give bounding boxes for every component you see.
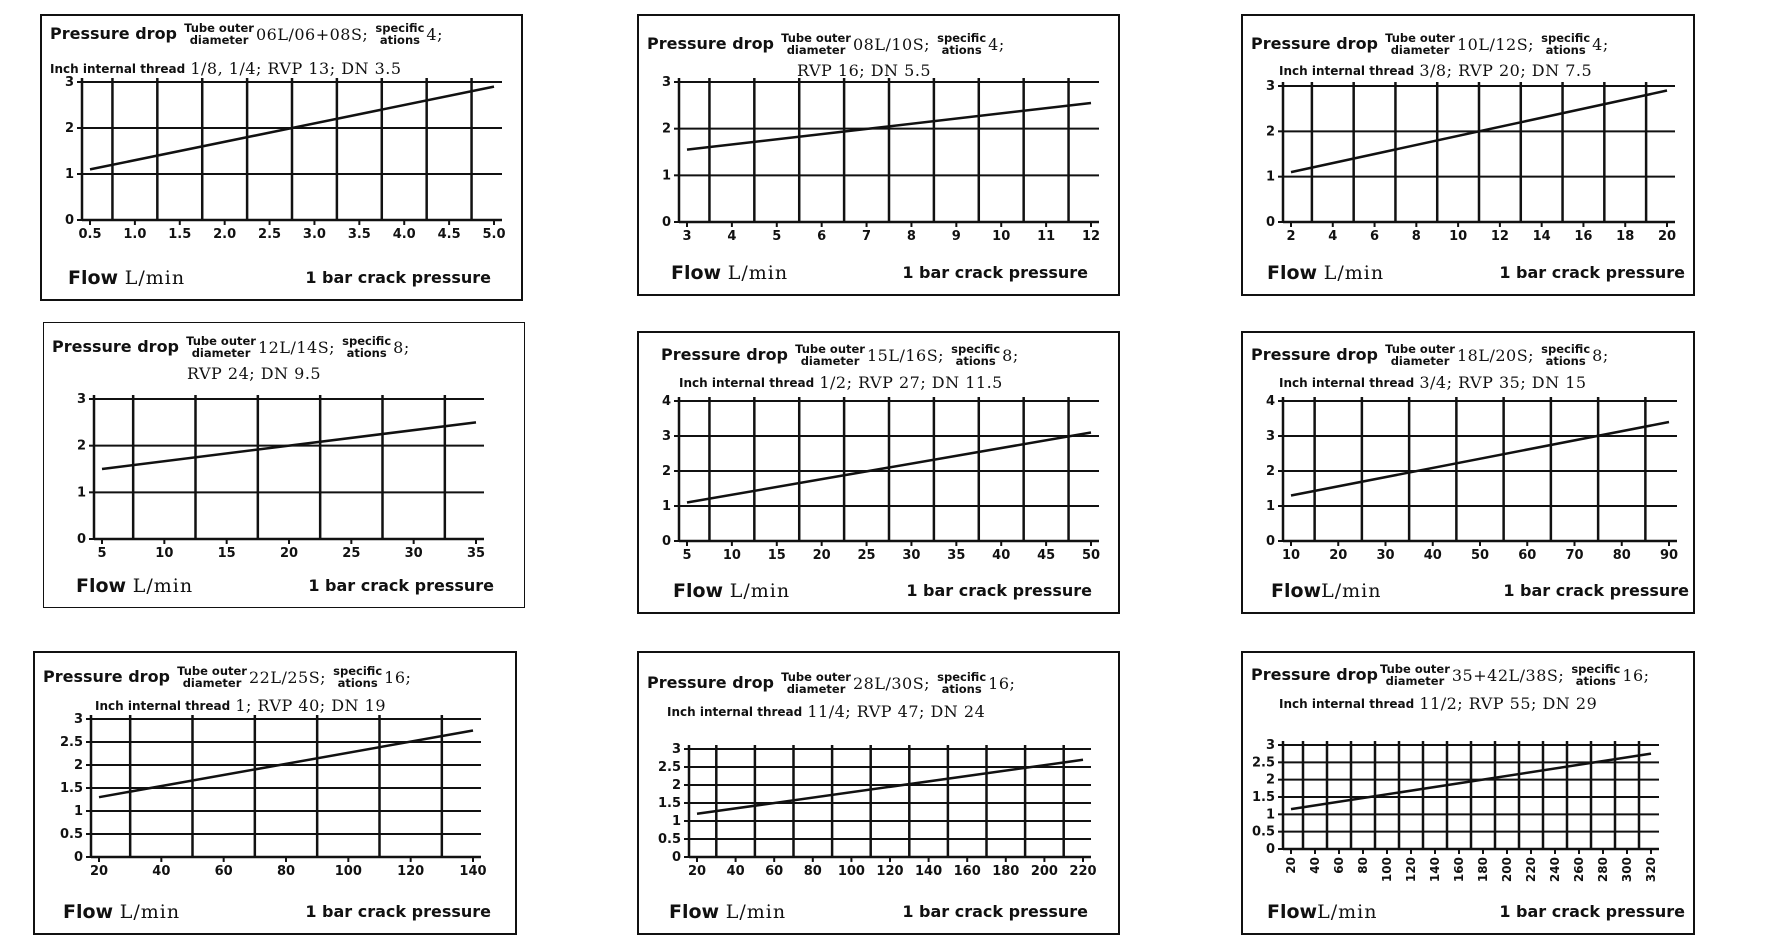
x-tick-label: 220 xyxy=(1069,864,1097,879)
x-tick-label: 30 xyxy=(1376,548,1395,563)
flow-axis-label: Flow L/min xyxy=(669,901,787,923)
x-tick-label: 14 xyxy=(1532,229,1551,244)
x-tick-label: 9 xyxy=(951,229,961,244)
flow-axis-label: Flow L/min xyxy=(673,580,791,602)
thread-rvp-dn-value: 11/4; RVP 47; DN 24 xyxy=(807,702,986,721)
x-tick-label: 3.0 xyxy=(302,227,326,242)
pressure-drop-label: Pressure drop xyxy=(1251,665,1379,684)
inch-thread-label: Inch internal thread xyxy=(1279,697,1415,711)
x-tick-label: 40 xyxy=(992,548,1011,563)
y-tick-label: 1.5 xyxy=(1251,790,1275,805)
x-tick-label: 200 xyxy=(1030,864,1058,879)
x-tick-label: 180 xyxy=(992,864,1020,879)
specifications-label: specific ations xyxy=(342,334,392,360)
x-tick-label: 30 xyxy=(902,548,921,563)
inch-thread-label: Inch internal thread xyxy=(95,699,231,713)
tube-outer-diameter-label: Tube outer diameter xyxy=(1385,342,1455,368)
y-tick-label: 1 xyxy=(1265,499,1275,514)
tube-size-value: 28L/30S; xyxy=(852,674,931,693)
crack-pressure-label: 1 bar crack pressure xyxy=(902,263,1088,282)
flow-axis-label: Flow L/min xyxy=(671,262,789,284)
specifications-value: 8; xyxy=(1002,346,1019,365)
x-tick-label: 40 xyxy=(152,864,171,879)
tube-outer-diameter-label: Tube outer diameter xyxy=(177,664,247,690)
inch-thread-label: Inch internal thread xyxy=(50,62,186,76)
x-tick-label: 40 xyxy=(1308,857,1322,874)
y-tick-label: 1 xyxy=(661,499,671,514)
inch-thread-label: Inch internal thread xyxy=(1279,376,1415,390)
tube-outer-diameter-label: Tube outer diameter xyxy=(781,670,851,696)
x-tick-label: 50 xyxy=(1081,548,1101,563)
specifications-label: specific ations xyxy=(937,31,987,57)
x-tick-label: 80 xyxy=(1612,548,1631,563)
x-tick-label: 2.5 xyxy=(258,227,282,242)
x-tick-label: 100 xyxy=(334,864,362,879)
x-tick-label: 35 xyxy=(466,546,486,561)
x-tick-label: 120 xyxy=(397,864,425,879)
y-tick-label: 2 xyxy=(76,438,86,454)
y-tick-label: 4 xyxy=(661,394,671,409)
chart-panel xyxy=(1241,331,1695,614)
y-tick-label: 2.5 xyxy=(59,735,83,750)
line-chart xyxy=(35,653,519,937)
x-tick-label: 10 xyxy=(155,546,174,561)
specifications-value: 16; xyxy=(988,674,1016,693)
x-tick-label: 10 xyxy=(1281,548,1301,563)
line-chart xyxy=(639,653,1122,937)
specifications-label: specific ations xyxy=(375,21,425,47)
flow-axis-label: Flow L/min xyxy=(68,267,186,289)
y-tick-label: 4 xyxy=(1265,394,1275,409)
x-tick-label: 200 xyxy=(1500,857,1514,883)
tube-outer-diameter-label: Tube outer diameter xyxy=(795,342,865,368)
x-tick-label: 15 xyxy=(767,548,786,563)
tube-outer-diameter-label: Tube outer diameter xyxy=(1380,662,1450,688)
thread-rvp-dn-value: 1/2; RVP 27; DN 11.5 xyxy=(819,373,1003,392)
crack-pressure-label: 1 bar crack pressure xyxy=(906,581,1092,600)
x-tick-label: 4 xyxy=(727,229,737,244)
y-tick-label: 3 xyxy=(76,392,86,407)
y-tick-label: 1 xyxy=(64,167,74,182)
flow-axis-label: Flow L/min xyxy=(63,901,181,923)
specifications-label: specific ations xyxy=(1571,662,1621,688)
pressure-drop-label: Pressure drop xyxy=(647,34,775,53)
x-tick-label: 300 xyxy=(1620,857,1634,883)
x-tick-label: 25 xyxy=(342,546,361,561)
x-tick-label: 60 xyxy=(1518,548,1537,563)
x-tick-label: 10 xyxy=(992,229,1011,244)
specifications-label: specific ations xyxy=(937,670,987,696)
pressure-drop-label: Pressure drop xyxy=(50,24,178,43)
y-tick-label: 2 xyxy=(73,758,83,773)
y-tick-label: 0 xyxy=(76,532,86,547)
x-tick-label: 3 xyxy=(682,229,692,244)
thread-rvp-dn-value: 3/4; RVP 35; DN 15 xyxy=(1419,373,1587,392)
specifications-value: 16; xyxy=(384,668,412,687)
y-tick-label: 2.5 xyxy=(1251,755,1275,771)
x-tick-label: 7 xyxy=(862,229,872,244)
x-tick-label: 35 xyxy=(947,548,966,563)
y-tick-label: 3 xyxy=(661,75,671,90)
y-tick-label: 3 xyxy=(73,712,83,727)
tube-size-value: 12L/14S; xyxy=(257,338,336,357)
tube-size-value: 35+42L/38S; xyxy=(1451,666,1565,685)
crack-pressure-label: 1 bar crack pressure xyxy=(902,902,1088,921)
thread-rvp-dn-value: 11/2; RVP 55; DN 29 xyxy=(1419,694,1598,713)
x-tick-label: 40 xyxy=(726,864,745,879)
chart-panel xyxy=(1241,14,1695,296)
specifications-label: specific ations xyxy=(1541,31,1591,57)
x-tick-label: 18 xyxy=(1616,229,1635,244)
specifications-label: specific ations xyxy=(333,664,383,690)
pressure-drop-label: Pressure drop xyxy=(1251,345,1379,364)
x-tick-label: 160 xyxy=(953,864,981,879)
y-tick-label: 0 xyxy=(64,213,74,228)
crack-pressure-label: 1 bar crack pressure xyxy=(308,576,494,595)
tube-outer-diameter-label: Tube outer diameter xyxy=(186,334,256,360)
x-tick-label: 6 xyxy=(1370,229,1380,244)
x-tick-label: 50 xyxy=(1470,548,1490,563)
y-tick-label: 0 xyxy=(661,534,671,549)
x-tick-label: 140 xyxy=(915,864,943,879)
line-chart xyxy=(42,16,525,303)
y-tick-label: 3 xyxy=(1265,79,1275,94)
x-tick-label: 180 xyxy=(1476,857,1490,883)
specifications-value: 16; xyxy=(1622,666,1650,685)
x-tick-label: 1.0 xyxy=(123,227,147,242)
y-tick-label: 0 xyxy=(1265,842,1275,857)
x-tick-label: 25 xyxy=(857,548,876,563)
crack-pressure-label: 1 bar crack pressure xyxy=(1499,263,1685,282)
x-tick-label: 45 xyxy=(1037,548,1056,563)
y-tick-label: 2 xyxy=(661,121,671,137)
flow-axis-label: Flow L/min xyxy=(1267,262,1385,284)
x-tick-label: 6 xyxy=(817,229,827,244)
x-tick-label: 20 xyxy=(687,864,707,879)
x-tick-label: 20 xyxy=(812,548,831,563)
x-tick-label: 30 xyxy=(404,546,423,561)
specifications-value: 8; xyxy=(1592,346,1609,365)
y-tick-label: 2 xyxy=(1265,464,1275,479)
chart-panel xyxy=(1241,651,1695,935)
y-tick-label: 0 xyxy=(73,850,83,865)
y-tick-label: 0.5 xyxy=(657,832,681,847)
inch-thread-label: Inch internal thread xyxy=(667,705,803,719)
y-tick-label: 1 xyxy=(661,168,671,184)
x-tick-label: 16 xyxy=(1574,229,1593,244)
y-tick-label: 3 xyxy=(1265,429,1275,444)
y-tick-label: 2 xyxy=(1265,124,1275,140)
y-tick-label: 1 xyxy=(1265,169,1275,185)
thread-rvp-dn-value: RVP 24; DN 9.5 xyxy=(187,364,322,383)
tube-size-value: 15L/16S; xyxy=(866,346,945,365)
x-tick-label: 120 xyxy=(876,864,904,879)
x-tick-label: 12 xyxy=(1490,229,1509,244)
x-tick-label: 140 xyxy=(459,864,487,879)
y-tick-label: 1.5 xyxy=(657,796,681,811)
y-tick-label: 1 xyxy=(1265,807,1275,823)
x-tick-label: 4.0 xyxy=(392,227,416,242)
flow-axis-label: FlowL/min xyxy=(1271,580,1382,602)
tube-size-value: 06L/06+08S; xyxy=(255,25,369,44)
x-tick-label: 5.0 xyxy=(482,227,506,242)
crack-pressure-label: 1 bar crack pressure xyxy=(305,268,491,287)
y-tick-label: 1 xyxy=(671,814,681,829)
line-chart xyxy=(639,333,1122,616)
line-chart xyxy=(1243,653,1697,937)
y-tick-label: 0 xyxy=(661,215,671,230)
specifications-value: 8; xyxy=(393,338,410,357)
pressure-drop-label: Pressure drop xyxy=(661,345,789,364)
crack-pressure-label: 1 bar crack pressure xyxy=(1503,581,1689,600)
y-tick-label: 2 xyxy=(671,778,681,793)
y-tick-label: 2.5 xyxy=(657,760,681,775)
thread-rvp-dn-value: RVP 16; DN 5.5 xyxy=(797,61,932,80)
pressure-drop-label: Pressure drop xyxy=(52,337,180,356)
inch-thread-label: Inch internal thread xyxy=(1279,64,1415,78)
x-tick-label: 240 xyxy=(1548,857,1562,883)
x-tick-label: 100 xyxy=(1380,857,1394,883)
chart-panel xyxy=(637,331,1120,614)
line-chart xyxy=(639,16,1122,298)
x-tick-label: 70 xyxy=(1565,548,1584,563)
x-tick-label: 11 xyxy=(1037,229,1056,244)
x-tick-label: 2.0 xyxy=(213,227,237,242)
tube-outer-diameter-label: Tube outer diameter xyxy=(781,31,851,57)
y-tick-label: 3 xyxy=(661,429,671,444)
x-tick-label: 60 xyxy=(214,864,233,879)
x-tick-label: 80 xyxy=(803,864,822,879)
x-tick-label: 0.5 xyxy=(78,227,102,242)
y-tick-label: 2 xyxy=(1265,772,1275,788)
tube-size-value: 22L/25S; xyxy=(248,668,327,687)
x-tick-label: 60 xyxy=(765,864,784,879)
line-chart xyxy=(1243,16,1697,298)
chart-panel xyxy=(637,651,1120,935)
specifications-label: specific ations xyxy=(1541,342,1591,368)
tube-size-value: 10L/12S; xyxy=(1456,35,1535,54)
flow-axis-label: Flow L/min xyxy=(76,575,194,597)
x-tick-label: 90 xyxy=(1659,548,1679,563)
x-tick-label: 20 xyxy=(1657,229,1677,244)
thread-rvp-dn-value: 1/8, 1/4; RVP 13; DN 3.5 xyxy=(190,59,402,78)
y-tick-label: 2 xyxy=(64,121,74,136)
y-tick-label: 1 xyxy=(76,485,86,501)
specifications-value: 4; xyxy=(988,35,1005,54)
x-tick-label: 12 xyxy=(1081,229,1101,244)
x-tick-label: 5 xyxy=(682,548,692,563)
specifications-label: specific ations xyxy=(951,342,1001,368)
tube-size-value: 08L/10S; xyxy=(852,35,931,54)
specifications-value: 4; xyxy=(426,25,443,44)
y-tick-label: 0 xyxy=(1265,215,1275,230)
x-tick-label: 140 xyxy=(1428,857,1442,883)
x-tick-label: 10 xyxy=(1449,229,1468,244)
tube-outer-diameter-label: Tube outer diameter xyxy=(184,21,254,47)
x-tick-label: 120 xyxy=(1404,857,1418,883)
x-tick-label: 20 xyxy=(279,546,299,561)
x-tick-label: 160 xyxy=(1452,857,1466,883)
x-tick-label: 80 xyxy=(1356,857,1370,874)
pressure-drop-label: Pressure drop xyxy=(647,673,775,692)
x-tick-label: 220 xyxy=(1524,857,1538,883)
y-tick-label: 0 xyxy=(671,850,681,865)
pressure-drop-line xyxy=(1291,422,1669,496)
x-tick-label: 20 xyxy=(89,864,109,879)
y-tick-label: 1 xyxy=(73,804,83,819)
line-chart xyxy=(1243,333,1697,616)
x-tick-label: 15 xyxy=(217,546,236,561)
inch-thread-label: Inch internal thread xyxy=(679,376,815,390)
y-tick-label: 0.5 xyxy=(59,827,83,842)
thread-rvp-dn-value: 3/8; RVP 20; DN 7.5 xyxy=(1419,61,1593,80)
chart-panel xyxy=(43,322,525,608)
x-tick-label: 8 xyxy=(906,229,916,244)
y-tick-label: 1.5 xyxy=(59,781,83,796)
thread-rvp-dn-value: 1; RVP 40; DN 19 xyxy=(235,696,386,715)
x-tick-label: 280 xyxy=(1596,857,1610,883)
y-tick-label: 2 xyxy=(661,464,671,479)
x-tick-label: 2 xyxy=(1286,229,1296,244)
x-tick-label: 40 xyxy=(1423,548,1442,563)
chart-panel xyxy=(33,651,517,935)
x-tick-label: 100 xyxy=(837,864,865,879)
x-tick-label: 260 xyxy=(1572,857,1586,883)
x-tick-label: 80 xyxy=(276,864,296,879)
crack-pressure-label: 1 bar crack pressure xyxy=(305,902,491,921)
x-tick-label: 20 xyxy=(1329,548,1348,563)
x-tick-label: 5 xyxy=(97,546,107,561)
x-tick-label: 10 xyxy=(722,548,741,563)
x-tick-label: 20 xyxy=(1284,857,1298,874)
y-tick-label: 0.5 xyxy=(1251,824,1275,840)
pressure-drop-label: Pressure drop xyxy=(1251,34,1379,53)
crack-pressure-label: 1 bar crack pressure xyxy=(1499,902,1685,921)
x-tick-label: 3.5 xyxy=(347,227,371,242)
pressure-drop-label: Pressure drop xyxy=(43,667,171,686)
x-tick-label: 8 xyxy=(1411,229,1421,244)
x-tick-label: 4 xyxy=(1328,229,1338,244)
x-tick-label: 5 xyxy=(772,229,782,244)
tube-size-value: 18L/20S; xyxy=(1456,346,1535,365)
x-tick-label: 1.5 xyxy=(168,227,192,242)
line-chart xyxy=(44,323,526,609)
x-tick-label: 4.5 xyxy=(437,227,461,242)
y-tick-label: 3 xyxy=(1265,738,1275,753)
x-tick-label: 320 xyxy=(1644,857,1658,883)
specifications-value: 4; xyxy=(1592,35,1609,54)
x-tick-label: 60 xyxy=(1332,857,1346,874)
chart-panel xyxy=(40,14,523,301)
flow-axis-label: FlowL/min xyxy=(1267,901,1378,923)
y-tick-label: 3 xyxy=(64,75,74,90)
chart-panel xyxy=(637,14,1120,296)
y-tick-label: 3 xyxy=(671,742,681,757)
y-tick-label: 0 xyxy=(1265,534,1275,549)
tube-outer-diameter-label: Tube outer diameter xyxy=(1385,31,1455,57)
